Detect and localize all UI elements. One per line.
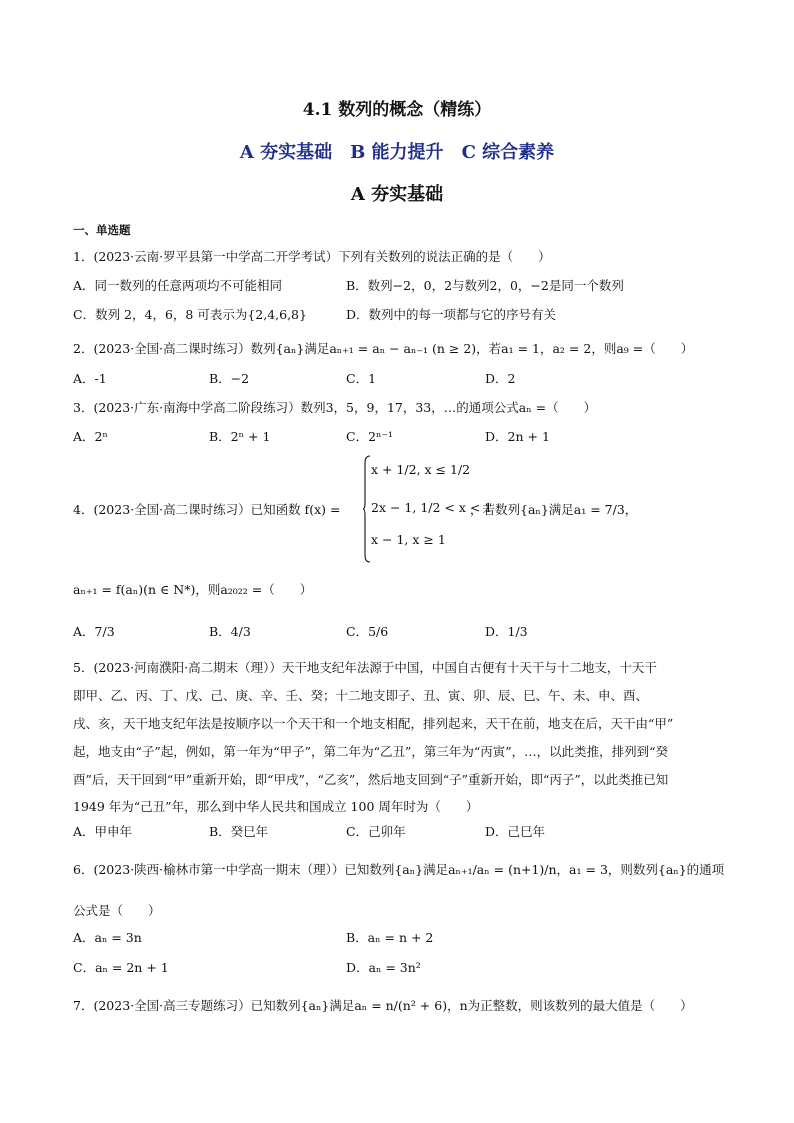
- q6-stem-cont: 公式是（ ）: [73, 903, 161, 918]
- q3-option-d: D．2n + 1: [485, 429, 550, 444]
- q6-stem: 6．(2023·陕西·榆林市第一中学高一期末（理））已知数列{aₙ}满足aₙ₊₁/aₙ = (n+1)/n，a₁ = 3，则数列{aₙ}的通项: [73, 862, 725, 877]
- q6-option-a: A．aₙ = 3n: [73, 930, 142, 945]
- q5-line-3: 戌、亥，天干地支纪年法是按顺序以一个天干和一个地支相配，排列起来，天干在前，地支在后，天干由“甲”: [73, 716, 674, 731]
- q6-option-c: C．aₙ = 2n + 1: [73, 960, 169, 975]
- subtitle-a: A 夯实基础: [239, 142, 333, 163]
- q4-option-d: D．1/3: [485, 624, 528, 639]
- q2-option-a: A．-1: [73, 371, 107, 386]
- q5-line-6: 1949 年为“己丑”年，那么到中华人民共和国成立 100 周年时为（ ）: [73, 799, 479, 814]
- q5-option-c: C．己卯年: [346, 824, 406, 839]
- q5-line-4: 起，地支由“子”起，例如，第一年为“甲子”，第二年为“乙丑”，第三年为“丙寅”，…，以此类推，排列到“癸: [73, 744, 669, 759]
- q1-option-a: A．同一数列的任意两项均不可能相同: [73, 278, 283, 293]
- q2-option-b: B．−2: [209, 371, 250, 386]
- q1-option-d: D．数列中的每一项都与它的序号有关: [346, 307, 557, 322]
- q4-piece-2: 2x − 1, 1/2 < x < 1: [371, 500, 493, 515]
- q7-stem: 7．(2023·全国·高三专题练习）已知数列{aₙ}满足aₙ = n/(n² + 6)，n为正整数，则该数列的最大值是（ ）: [73, 998, 693, 1013]
- piecewise-brace: [363, 455, 371, 563]
- q4-piece-3: x − 1, x ≥ 1: [371, 532, 446, 547]
- q3-option-a: A．2ⁿ: [73, 429, 108, 444]
- q6-option-b: B．aₙ = n + 2: [346, 930, 434, 945]
- section-heading: A 夯实基础: [350, 184, 444, 205]
- q2-option-d: D．2: [485, 371, 516, 386]
- q2-stem: 2．(2023·全国·高二课时练习）数列{aₙ}满足aₙ₊₁ = aₙ − aₙ₋₁ (n ≥ 2)，若a₁ = 1，a₂ = 2，则a₉ =（ ）: [73, 341, 694, 356]
- q5-option-a: A．甲申年: [73, 824, 133, 839]
- q5-line-2: 即甲、乙、丙、丁、戊、己、庚、辛、壬、癸；十二地支即子、丑、寅、卯、辰、巳、午、未、申、酉、: [73, 688, 649, 703]
- q5-option-b: B．癸巳年: [209, 824, 269, 839]
- q3-option-c: C．2ⁿ⁻¹: [346, 429, 394, 444]
- page-title: 4.1 数列的概念（精练）: [302, 100, 492, 120]
- q1-option-c: C．数列 2，4，6，8 可表示为{2,4,6,8}: [73, 307, 307, 322]
- q3-option-b: B．2ⁿ + 1: [209, 429, 271, 444]
- section-label: 一、单选题: [73, 223, 131, 237]
- q5-line-1: 5．(2023·河南濮阳·高二期末（理））天干地支纪年法源于中国，中国自古便有十天干与十二地支，十天干: [73, 660, 657, 675]
- q2-option-c: C．1: [346, 371, 377, 386]
- q4-piece-1: x + 1/2, x ≤ 1/2: [371, 462, 471, 477]
- q1-stem: 1．(2023·云南·罗平县第一中学高二开学考试）下列有关数列的说法正确的是（ ）: [73, 249, 551, 264]
- q4-stem: 4．(2023·全国·高二课时练习）已知函数 f(x) =: [73, 502, 341, 517]
- q1-option-b: B．数列−2，0，2与数列2，0，−2是同一个数列: [346, 278, 624, 293]
- q4-stem-right: ，若数列{aₙ}满足a₁ = 7/3，: [470, 502, 638, 517]
- q5-line-5: 酉”后，天干回到“甲”重新开始，即“甲戌”，“乙亥”，然后地支回到“子”重新开始，即“丙子”，以此类推已知: [73, 772, 669, 787]
- subtitle-b: B 能力提升: [350, 142, 444, 163]
- level-subtitle: [0, 138, 794, 164]
- q4-option-c: C．5/6: [346, 624, 389, 639]
- subtitle-c: C 综合素养: [461, 142, 555, 163]
- q5-option-d: D．己巳年: [485, 824, 546, 839]
- q4-stem-cont: aₙ₊₁ = f(aₙ)(n ∈ N*)，则a₂₀₂₂ =（ ）: [73, 582, 313, 597]
- q4-option-a: A．7/3: [73, 624, 115, 639]
- q4-option-b: B．4/3: [209, 624, 251, 639]
- q6-option-d: D．aₙ = 3n²: [346, 960, 421, 975]
- q3-stem: 3．(2023·广东·南海中学高二阶段练习）数列3，5，9，17，33，…的通项公式aₙ =（ ）: [73, 400, 597, 415]
